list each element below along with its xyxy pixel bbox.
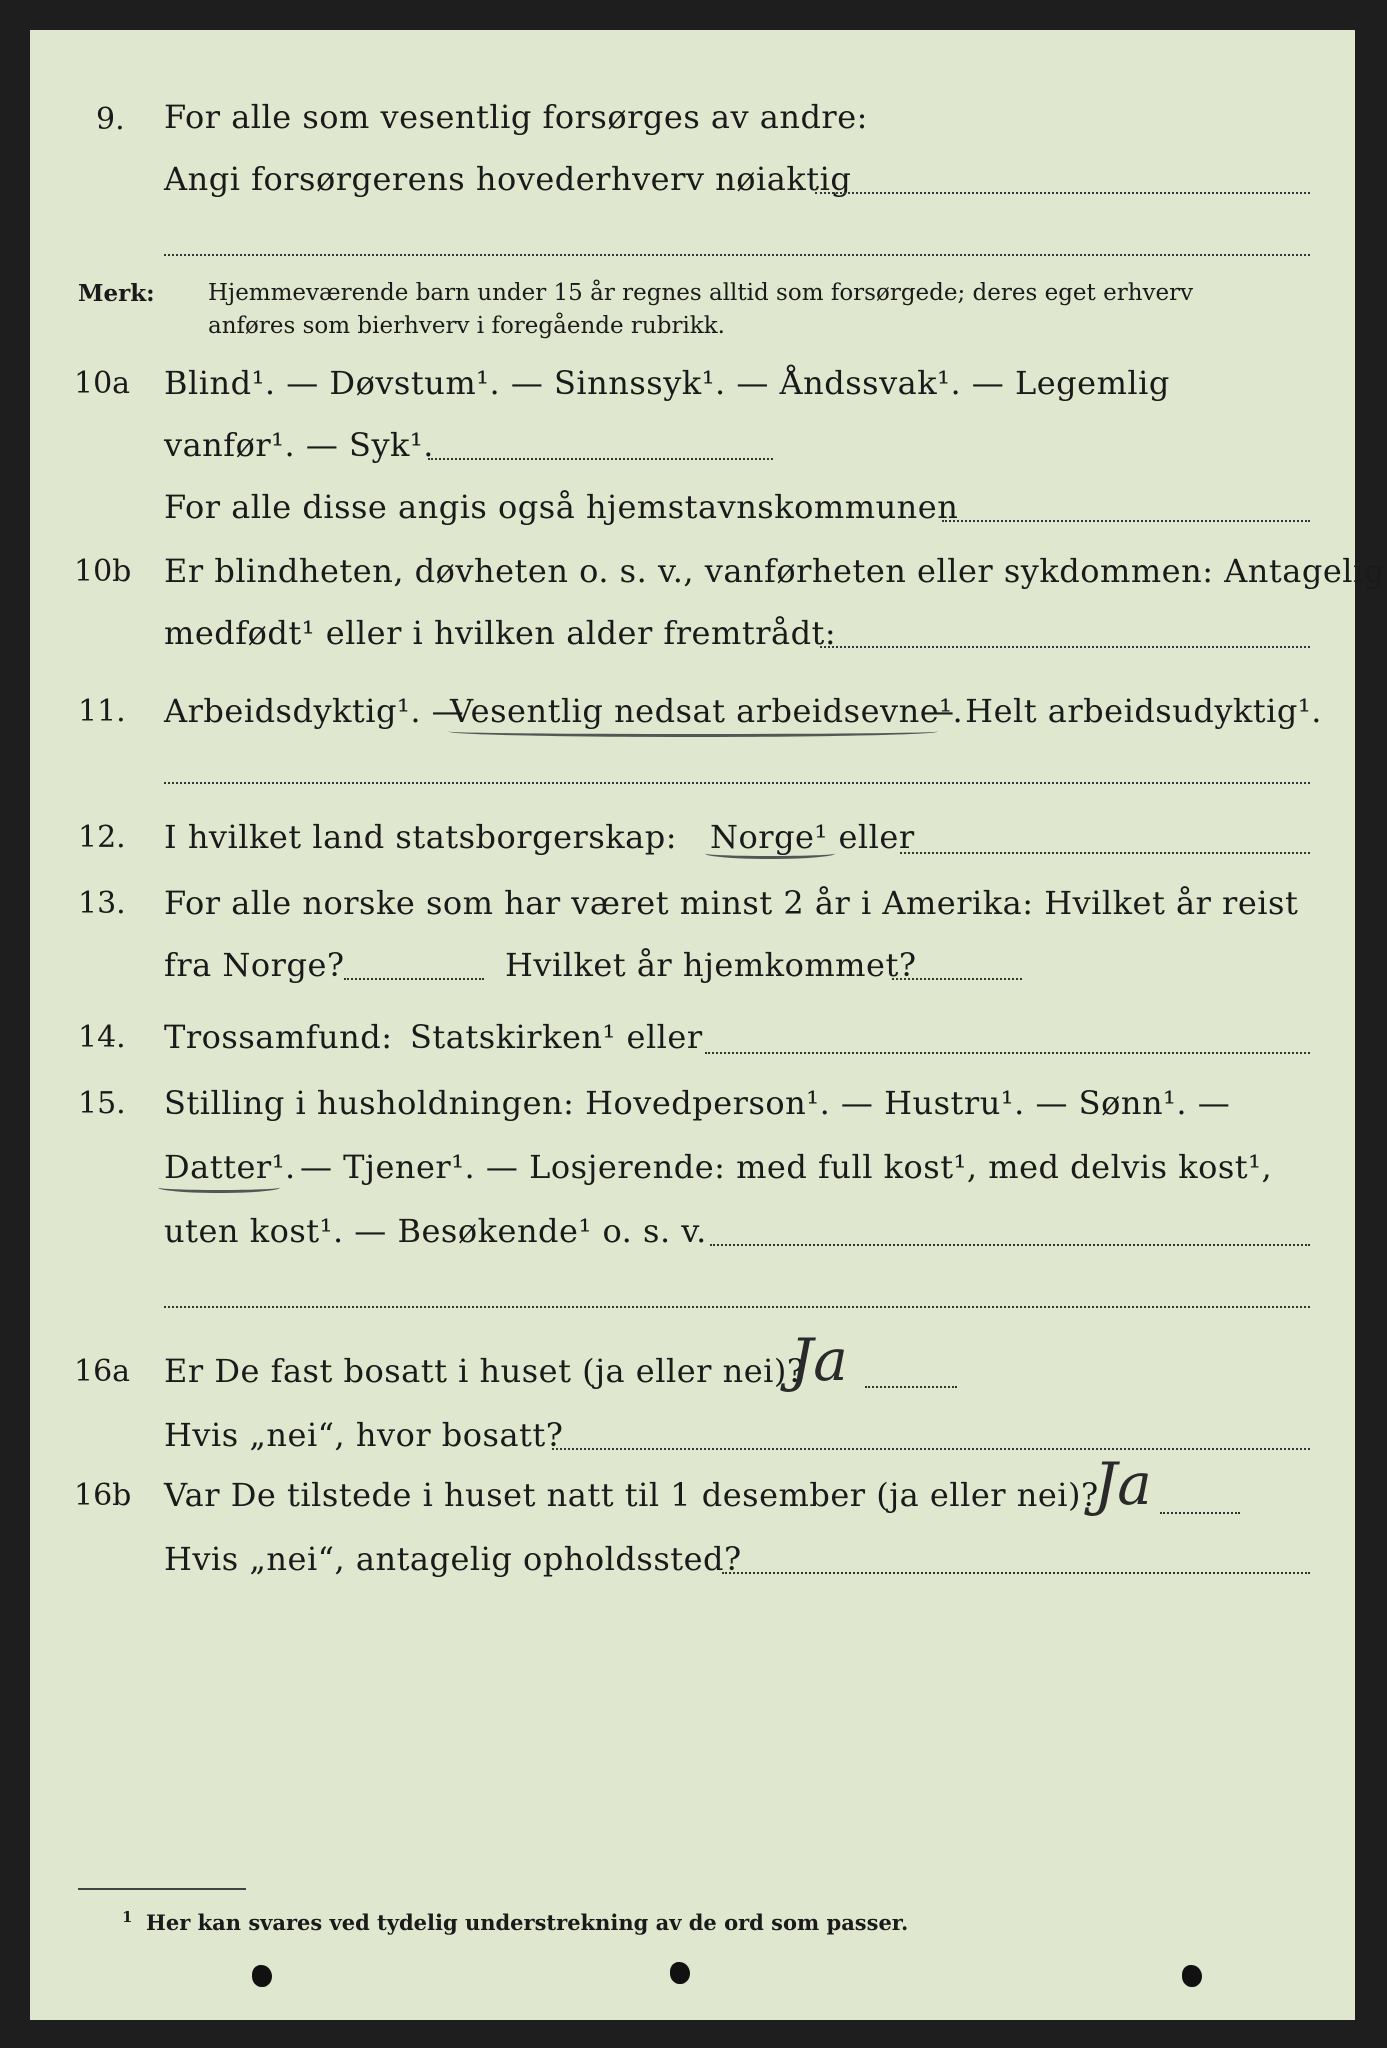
- q15-line2b: — Tjener¹. — Losjerende: med full kost¹, med delvis kost¹,: [300, 1148, 1273, 1186]
- q15-line1: Stilling i husholdningen: Hovedperson¹. — Hustru¹. — Sønn¹. —: [164, 1084, 1231, 1122]
- q15-number: 15.: [78, 1086, 126, 1121]
- q9-line2: Angi forsørgerens hovederhverv nøiaktig: [164, 160, 852, 198]
- q14-part2: Statskirken¹ eller: [410, 1018, 703, 1056]
- q15-line3: uten kost¹. — Besøkende¹ o. s. v.: [164, 1212, 707, 1250]
- q10b-number: 10b: [74, 554, 132, 589]
- q10a-kommune-line[interactable]: [942, 520, 1310, 522]
- q13-line2a: fra Norge?: [164, 946, 345, 984]
- q16a-bosatt-line[interactable]: [552, 1448, 1310, 1450]
- q12-answer-line[interactable]: [900, 852, 1310, 854]
- q10a-line2: vanfør¹. — Syk¹.: [164, 426, 434, 464]
- q16b-line1: Var De tilstede i huset natt til 1 desember (ja eller nei)?: [164, 1476, 1099, 1514]
- q10a-number: 10a: [74, 366, 131, 401]
- footnote-rule: [78, 1888, 246, 1890]
- binding-hole-mark: [252, 1965, 272, 1987]
- q9-line1: For alle som vesentlig forsørges av andre:: [164, 98, 868, 136]
- q13-hjemkommet-line[interactable]: [892, 978, 1022, 980]
- q10b-line1: Er blindheten, døvheten o. s. v., vanførheten eller sykdommen: Antagelig: [164, 552, 1385, 590]
- q16a-line1: Er De fast bosatt i huset (ja eller nei)?: [164, 1352, 805, 1390]
- q16b-handwritten-answer: Ja: [1094, 1450, 1152, 1518]
- q11-answer-line[interactable]: [164, 782, 1310, 784]
- q12-underline-mark: [705, 848, 835, 859]
- q16a-number: 16a: [74, 1354, 131, 1389]
- merk-line1: Hjemmeværende barn under 15 år regnes alltid som forsørgede; deres eget erhverv: [208, 280, 1194, 306]
- q12-part1: I hvilket land statsborgerskap:: [164, 818, 677, 856]
- q11-part2: Vesentlig nedsat arbeidsevne¹.: [450, 692, 964, 730]
- q16a-line2: Hvis „nei“, hvor bosatt?: [164, 1416, 564, 1454]
- q9-number: 9.: [96, 102, 125, 137]
- q16a-handwritten-answer: Ja: [790, 1326, 848, 1394]
- footnote-text: Her kan svares ved tydelig understrekning av de ord som passer.: [146, 1910, 909, 1935]
- q13-line2b: Hvilket år hjemkommet?: [505, 946, 917, 984]
- q11-part3: — Helt arbeidsudyktig¹.: [922, 692, 1322, 730]
- footnote-mark: 1: [122, 1908, 133, 1926]
- merk-label: Merk:: [78, 280, 155, 307]
- q16b-number: 16b: [74, 1478, 132, 1513]
- merk-line2: anføres som bierhverv i foregående rubrikk.: [208, 313, 725, 339]
- q10b-answer-line[interactable]: [820, 646, 1310, 648]
- q10a-line3: For alle disse angis også hjemstavnskommunen: [164, 488, 959, 526]
- q12-part2: Norge¹ eller: [710, 818, 915, 856]
- q15-answer-line-2[interactable]: [164, 1306, 1310, 1308]
- q15-underline-mark: [158, 1182, 280, 1193]
- q16b-opholdssted-line[interactable]: [722, 1572, 1310, 1574]
- q14-number: 14.: [78, 1020, 126, 1055]
- q9-answer-line-2[interactable]: [164, 254, 1310, 256]
- q9-answer-line[interactable]: [815, 192, 1310, 194]
- q14-part1: Trossamfund:: [164, 1018, 393, 1056]
- q14-answer-line[interactable]: [705, 1052, 1310, 1054]
- q16b-answer-line[interactable]: [1160, 1512, 1240, 1514]
- q12-number: 12.: [78, 820, 126, 855]
- q16b-line2: Hvis „nei“, antagelig opholdssted?: [164, 1540, 742, 1578]
- binding-hole-mark: [670, 1962, 690, 1984]
- q11-number: 11.: [78, 694, 126, 729]
- q15-answer-line[interactable]: [710, 1244, 1310, 1246]
- q11-underline-mark: [448, 726, 938, 737]
- q15-line2a: Datter¹.: [164, 1148, 296, 1186]
- binding-hole-mark: [1182, 1965, 1202, 1987]
- q13-line1: For alle norske som har været minst 2 år i Amerika: Hvilket år reist: [164, 884, 1299, 922]
- census-form-page: [30, 30, 1385, 2020]
- q10a-line1: Blind¹. — Døvstum¹. — Sinnssyk¹. — Åndssvak¹. — Legemlig: [164, 364, 1170, 402]
- q13-number: 13.: [78, 886, 126, 921]
- q10b-line2: medfødt¹ eller i hvilken alder fremtrådt:: [164, 614, 837, 652]
- q13-reist-line[interactable]: [344, 978, 484, 980]
- q11-part1: Arbeidsdyktig¹. —: [164, 692, 465, 730]
- q10a-syk-line[interactable]: [428, 458, 773, 460]
- q16a-answer-line[interactable]: [865, 1386, 957, 1388]
